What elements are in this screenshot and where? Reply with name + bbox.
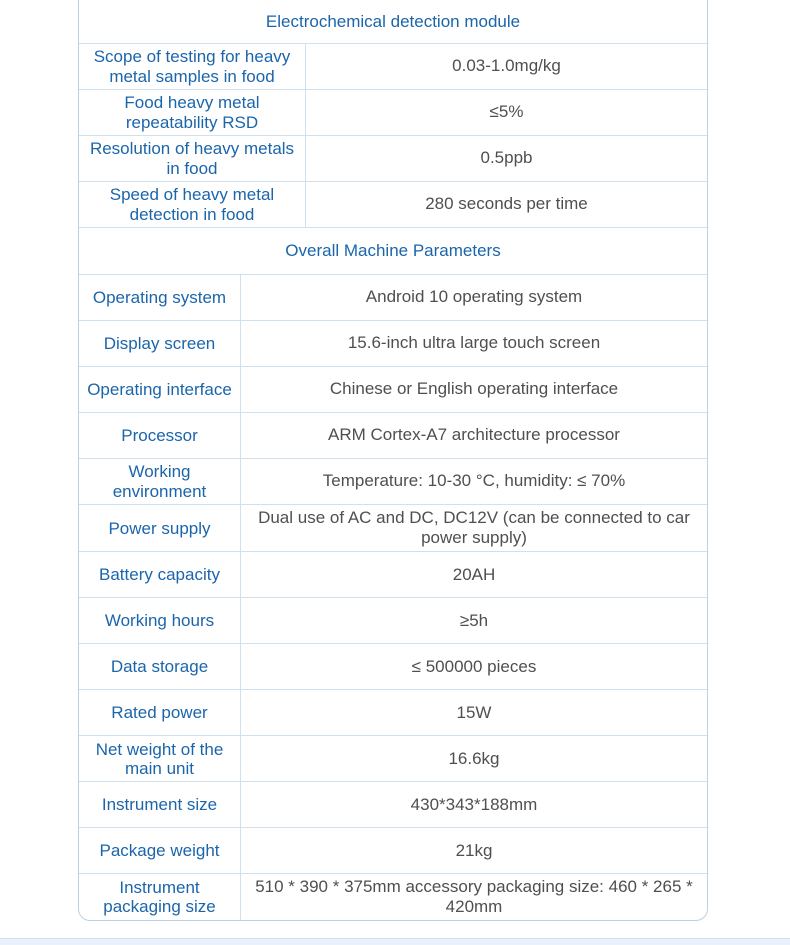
spec-value: 20AH: [452, 564, 496, 584]
spec-label: Power supply: [79, 505, 241, 551]
table-row: [79, 43, 707, 89]
spec-value: 280 seconds per time: [425, 194, 588, 214]
spec-value: ≤5%: [489, 102, 524, 122]
spec-label: Processor: [79, 413, 241, 458]
table-row: [79, 89, 707, 135]
spec-label: Working hours: [79, 598, 241, 643]
spec-value: Temperature: 10-30 °C, humidity: ≤ 70%: [322, 471, 626, 491]
spec-value: Chinese or English operating interface: [329, 379, 619, 399]
spec-value: 15.6-inch ultra large touch screen: [347, 333, 601, 353]
spec-value: 430*343*188mm: [410, 794, 538, 814]
spec-label: Food heavy metal repeatability RSD: [79, 90, 306, 135]
spec-value: ≤ 500000 pieces: [411, 656, 537, 676]
table-row: [79, 735, 707, 781]
spec-label: Instrument size: [79, 782, 241, 827]
table-row: [79, 181, 707, 227]
table-row: [79, 551, 707, 597]
table-row: [79, 504, 707, 551]
spec-label: Speed of heavy metal detection in food: [79, 182, 306, 227]
spec-value: ARM Cortex-A7 architecture processor: [328, 425, 620, 445]
spec-value: 15W: [456, 702, 492, 722]
spec-label: Net weight of the main unit: [79, 736, 241, 781]
spec-value: 510 * 390 * 375mm accessory packaging size: 460 * 265 * 420mm: [255, 877, 693, 917]
section-header: Electrochemical detection module: [265, 11, 521, 31]
table-row: [79, 320, 707, 366]
table-row: [79, 781, 707, 827]
spec-label: Resolution of heavy metals in food: [79, 136, 306, 181]
spec-label: Instrument packaging size: [79, 874, 241, 920]
spec-label: Package weight: [79, 828, 241, 873]
next-section-edge: [0, 938, 790, 945]
spec-value: 21kg: [455, 840, 493, 860]
spec-value: Dual use of AC and DC, DC12V (can be connected to car power supply): [258, 508, 690, 548]
spec-label: Working environment: [79, 459, 241, 504]
section-header: Overall Machine Parameters: [79, 227, 707, 274]
spec-value: 0.5ppb: [480, 148, 533, 168]
table-row: [79, 274, 707, 320]
spec-label: Display screen: [79, 321, 241, 366]
spec-value: 16.6kg: [448, 748, 500, 768]
spec-value: Android 10 operating system: [365, 287, 583, 307]
spec-label: Rated power: [79, 690, 241, 735]
table-row: [79, 366, 707, 412]
spec-label: Scope of testing for heavy metal samples in food: [79, 44, 306, 89]
spec-label: Battery capacity: [79, 552, 241, 597]
table-row: [79, 458, 707, 504]
spec-label: Operating system: [79, 275, 241, 320]
spec-label: Operating interface: [79, 367, 241, 412]
table-row: [79, 597, 707, 643]
table-row: [79, 412, 707, 458]
table-row: [79, 689, 707, 735]
table-row: [79, 135, 707, 181]
spec-value: 0.03-1.0mg/kg: [452, 56, 561, 76]
table-row: [79, 827, 707, 873]
spec-label: Data storage: [79, 644, 241, 689]
table-row: [79, 873, 707, 920]
spec-value: ≥5h: [459, 610, 489, 630]
spec-table: [78, 0, 708, 921]
table-row: [79, 643, 707, 689]
